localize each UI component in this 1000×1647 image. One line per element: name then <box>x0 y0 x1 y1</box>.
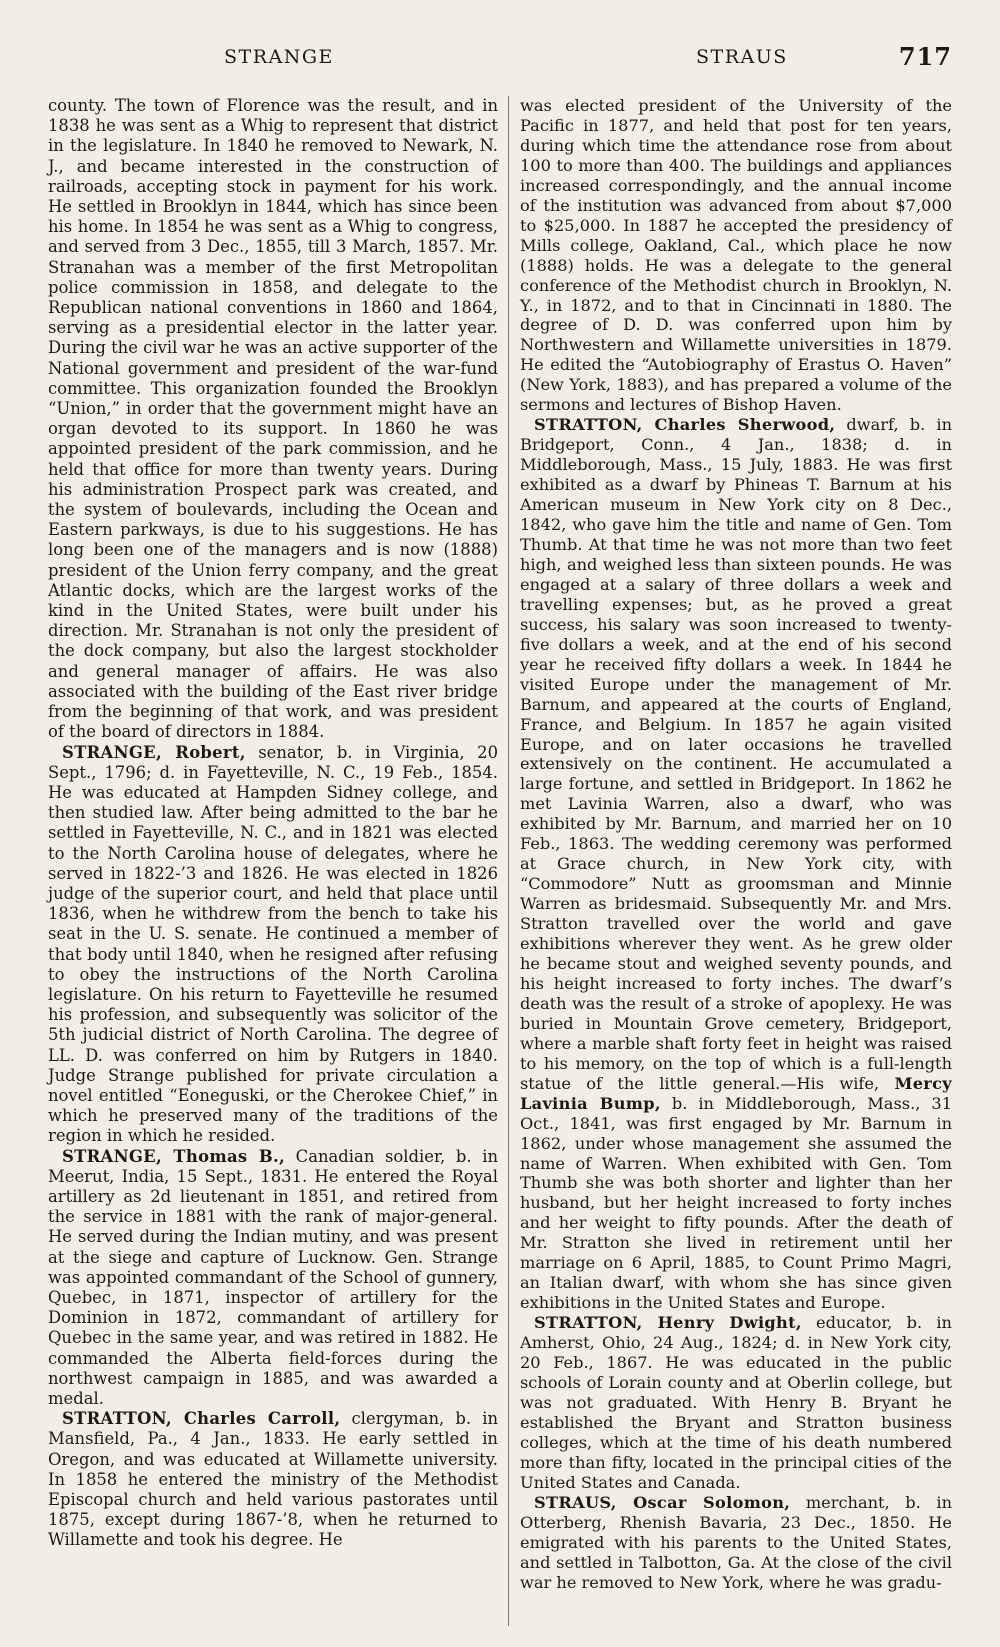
entry-headword: STRATTON, Charles Sherwood, <box>534 415 836 435</box>
entry-body: Canadian soldier, b. in Meerut, India, 15 Sept., 1831. He entered the Royal artillery as 2d lieutenant in 1851, and retired from the service in 1881 with the rank of major-general. He served during the Indian mutiny, and was present at the siege and capture of Lucknow. Gen. Strange was appointed commandant of the School of gunnery, Quebec, in 1871, inspector of artillery for the Dominion in 1872, commandant of artillery for Quebec in the same year, and was retired in 1882. He commanded the Alberta field-forces during the northwest campaign in 1885, and was awarded a medal. <box>48 1146 498 1408</box>
entry-body: merchant, b. in Otterberg, Rhenish Bavaria, 23 Dec., 1850. He emigrated with his parents to the United States, and settled in Talbotton, Ga. At the close of the civil war he removed to New York, where he was gradu- <box>520 1492 952 1592</box>
entry-headword: STRATTON, Henry Dwight, <box>534 1313 802 1333</box>
continued-paragraph: county. The town of Florence was the result, and in 1838 he was sent as a Whig to represent that district in the legislature. In 1840 he removed to Newark, N. J., and became interested in the construction of railroads, accepting stock in payment for his work. He settled in Brooklyn in 1844, which has since been his home. In 1854 he was sent as a Whig to congress, and served from 3 Dec., 1855, till 3 March, 1857. Mr. Stranahan was a member of the first Metropolitan police commission in 1858, and delegate to the Republican national conventions in 1860 and 1864, serving as a presidential elector in the latter year. During the civil war he was an active supporter of the National government and president of the war-fund committee. This organization founded the Brooklyn “Union,” in order that the government might have an organ devoted to its support. In 1860 he was appointed president of the park commission, and he held that office for more than twenty years. During his administration Prospect park was created, and the system of boulevards, including the Ocean and Eastern parkways, is due to his suggestions. He has long been one of the managers and is now (1888) president of the Union ferry company, and the great Atlantic docks, which are the largest works of the kind in the United States, were built under his direction. Mr. Stranahan is not only the president of the dock company, but also the largest stockholder and general manager of affairs. He was also associated with the building of the East river bridge from the beginning of that work, and was president of the board of directors in 1884. <box>48 96 498 742</box>
entry-headword: STRAUS, Oscar Solomon, <box>534 1492 791 1512</box>
left-column <box>48 96 498 1551</box>
entry-body: educator, b. in Amherst, Ohio, 24 Aug., 1824; d. in New York city, 20 Feb., 1867. He was educated in the public schools of Lorain county and at Oberlin college, but was not graduated. With Henry B. Bryant he established the Bryant and Stratton business colleges, which at the time of his death numbered more than fifty, located in the principal cities of the United States and Canada. <box>520 1313 952 1492</box>
entry-headword: STRANGE, Robert, <box>62 742 246 762</box>
column-divider <box>508 96 509 1626</box>
entry-stratton-charles-carroll <box>48 1409 498 1550</box>
entry-headword: STRANGE, Thomas B., <box>62 1146 286 1166</box>
page-number: 717 <box>898 42 952 71</box>
entry-stratton-charles-sherwood <box>520 415 952 1313</box>
right-column <box>520 96 952 1592</box>
entry-strange-thomas <box>48 1147 498 1410</box>
entry-subheadword: Mercy Lavinia Bump, <box>520 1073 952 1113</box>
entry-straus-oscar-solomon <box>520 1493 952 1593</box>
entry-body: b. in Middleborough, Mass., 31 Oct., 1841, was first engaged by Mr. Barnum in 1862, under whose management she assumed the name of Warren. When exhibited with Gen. Tom Thumb she was both shorter and lighter than her husband, but her height increased to forty inches and her weight to fifty pounds. After the death of Mr. Stratton she lived in retirement until her marriage on 6 April, 1885, to Count Primo Magri, an Italian dwarf, with whom she has since given exhibitions in the United States and Europe. <box>520 1093 952 1313</box>
running-header <box>48 42 952 82</box>
running-head-right: STRAUS <box>696 46 788 68</box>
entry-body: clergyman, b. in Mansfield, Pa., 4 Jan., 1833. He early settled in Oregon, and was educated at Willamette university. In 1858 he entered the ministry of the Methodist Episcopal church and held various pastorates until 1875, except during 1867-’8, when he returned to Willamette and took his degree. He <box>48 1409 498 1550</box>
entry-body: senator, b. in Virginia, 20 Sept., 1796; d. in Fayetteville, N. C., 19 Feb., 1854. He was educated at Hampden Sidney college, and then studied law. After being admitted to the bar he settled in Fayetteville, N. C., and in 1821 was elected to the North Carolina house of delegates, where he served in 1822-’3 and 1826. He was elected in 1826 judge of the superior court, and held that place until 1836, when he withdrew from the bench to take his seat in the U. S. senate. He continued a member of that body until 1840, when he resigned after refusing to obey the instructions of the North Carolina legislature. On his return to Fayetteville he resumed his profession, and subsequently was solicitor of the 5th judicial district of North Carolina. The degree of LL. D. was conferred on him by Rutgers in 1840. Judge Strange published for private circulation a novel entitled “Eoneguski, or the Cherokee Chief,” in which he preserved many of the traditions of the region in which he resided. <box>48 742 498 1146</box>
continued-paragraph: was elected president of the University of the Pacific in 1877, and held that post for ten years, during which time the attendance rose from about 100 to more than 400. The buildings and appliances increased correspondingly, and the annual income of the institution was advanced from about $7,000 to $25,000. In 1887 he accepted the presidency of Mills college, Oakland, Cal., which place he now (1888) holds. He was a delegate to the general conference of the Methodist church in Brooklyn, N. Y., in 1872, and to that in Cincinnati in 1880. The degree of D. D. was conferred upon him by Northwestern and Willamette universities in 1879. He edited the “Autobiography of Erastus O. Haven” (New York, 1883), and has prepared a volume of the sermons and lectures of Bishop Haven. <box>520 96 952 415</box>
entry-stratton-henry-dwight <box>520 1313 952 1493</box>
running-head-left: STRANGE <box>224 46 334 68</box>
entry-headword: STRATTON, Charles Carroll, <box>62 1409 341 1429</box>
entry-strange-robert <box>48 743 498 1147</box>
entry-body: dwarf, b. in Bridgeport, Conn., 4 Jan., 1838; d. in Middleborough, Mass., 15 July, 1883. He was first exhibited as a dwarf by Phineas T. Barnum at his American museum in New York city on 8 Dec., 1842, who gave him the title and name of Gen. Tom Thumb. At that time he was not more than two feet high, and weighed less than sixteen pounds. He was engaged at a salary of three dollars a week and travelling expenses; but, as he proved a great success, his salary was soon increased to twenty-five dollars a week, and at the end of his second year he received fifty dollars a week. In 1844 he visited Europe under the management of Mr. Barnum, and appeared at the courts of England, France, and Belgium. In 1857 he again visited Europe, and on later occasions he travelled extensively on the continent. He accumulated a large fortune, and settled in Bridgeport. In 1862 he met Lavinia Warren, also a dwarf, who was exhibited by Mr. Barnum, and married her on 10 Feb., 1863. The wedding ceremony was performed at Grace church, in New York city, with “Commodore” Nutt as groomsman and Minnie Warren as bridesmaid. Subsequently Mr. and Mrs. Stratton travelled over the world and gave exhibitions wherever they went. As he grew older he became stout and weighed seventy pounds, and his height increased to forty inches. The dwarf’s death was the result of a stroke of apoplexy. He was buried in Mountain Grove cemetery, Bridgeport, where a marble shaft forty feet in height was raised to his memory, on the top of which is a full-length statue of the little general.—His wife, <box>520 415 952 1093</box>
